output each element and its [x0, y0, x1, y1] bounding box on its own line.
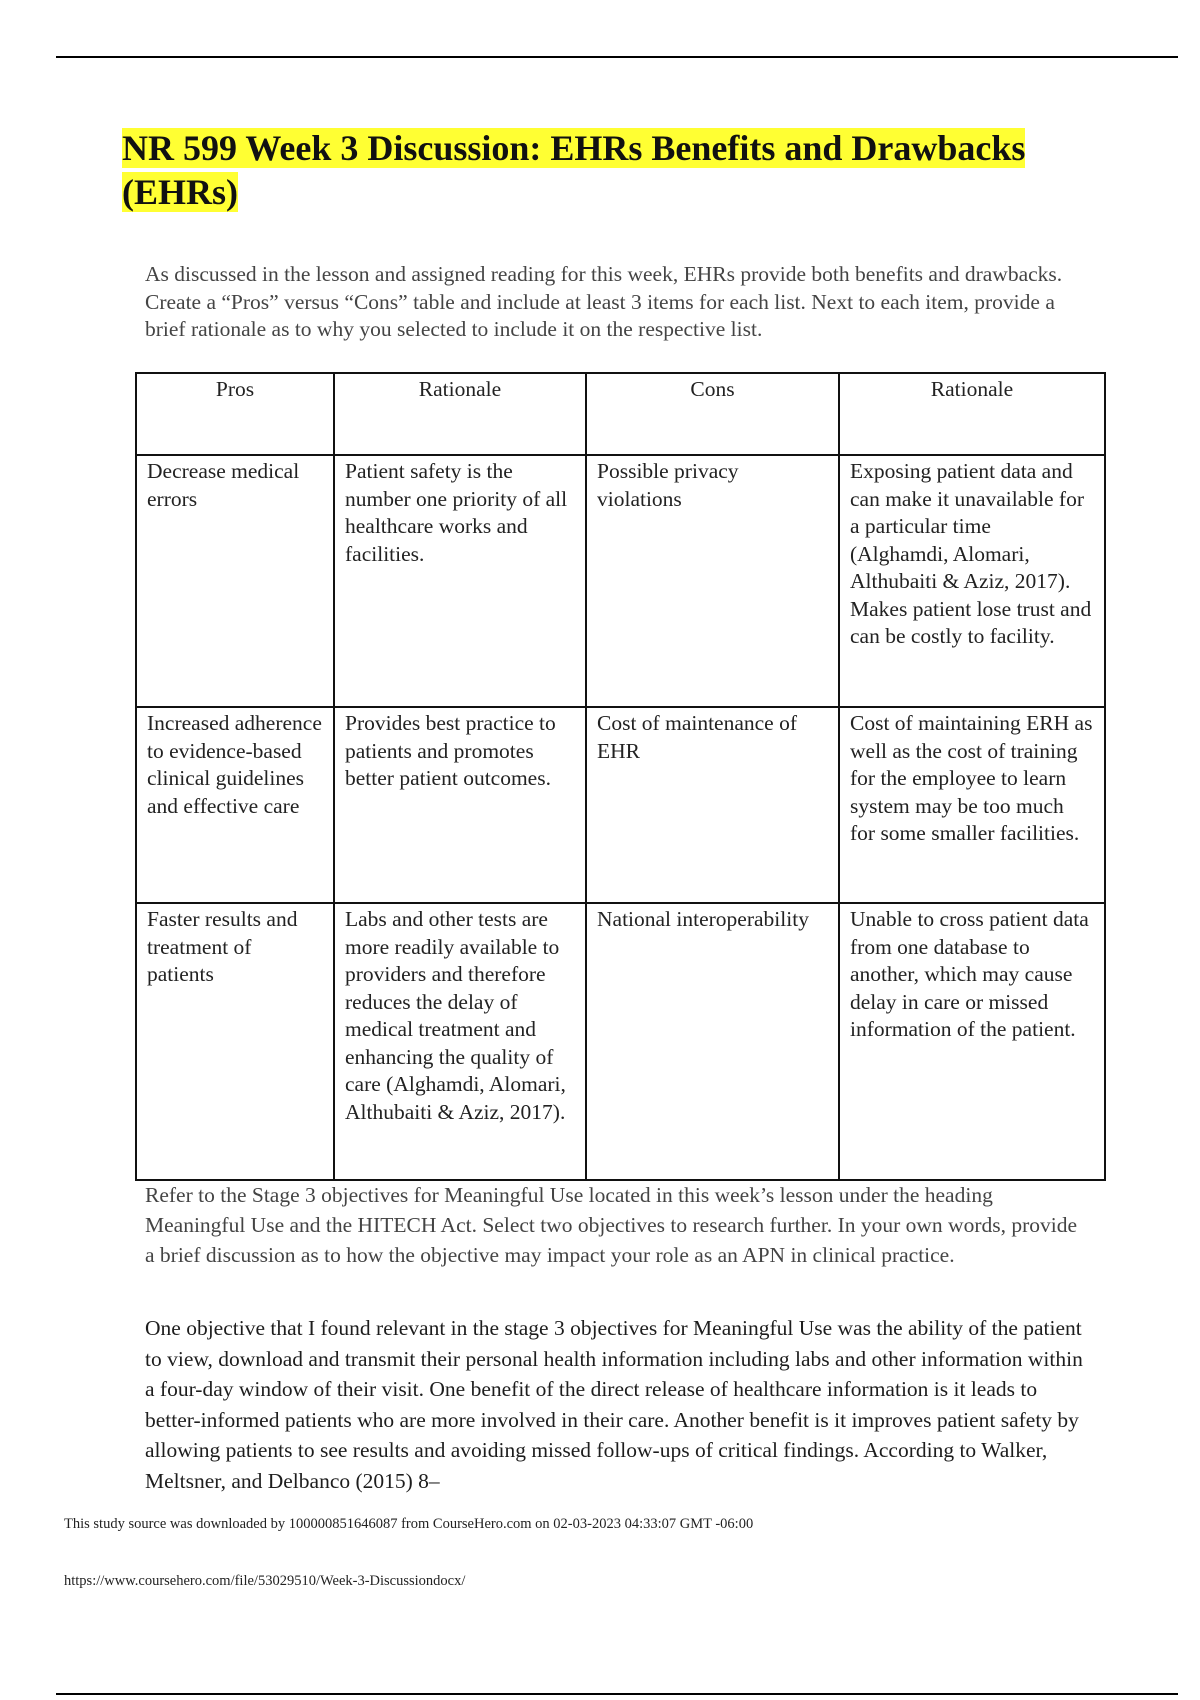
- pro-rationale-cell: Labs and other tests are more readily available to providers and therefore reduces the delay of medical treatment and enhancing the quality of care (Alghamdi, Alomari, Althubaiti & Aziz, 2017).: [334, 903, 586, 1180]
- header-pros: Pros: [136, 373, 334, 455]
- header-pros-rationale: Rationale: [334, 373, 586, 455]
- page-title: NR 599 Week 3 Discussion: EHRs Benefits and Drawbacks (EHRs): [122, 128, 1026, 212]
- top-rule: [56, 56, 1178, 58]
- con-rationale-cell: Unable to cross patient data from one database to another, which may cause delay in care or missed information of the patient.: [839, 903, 1105, 1180]
- pro-cell: Decrease medical errors: [136, 455, 334, 707]
- con-cell: Cost of maintenance of EHR: [586, 707, 839, 903]
- source-url[interactable]: https://www.coursehero.com/file/53029510/Week-3-Discussiondocx/: [64, 1573, 466, 1589]
- download-note: This study source was downloaded by 100000851646087 from CourseHero.com on 02-03-2023 04:33:07 GMT -06:00: [64, 1516, 754, 1532]
- meaningful-use-prompt: Refer to the Stage 3 objectives for Meaningful Use located in this week’s lesson under the heading Meaningful Use and the HITECH Act. Select two objectives to research further. In your own words, provide a brief discussion as to how the objective may impact your role as an APN in clinical practice.: [145, 1183, 1078, 1267]
- pro-cell: Faster results and treatment of patients: [136, 903, 334, 1180]
- con-rationale-cell: Exposing patient data and can make it unavailable for a particular time (Alghamdi, Alomari, Althubaiti & Aziz, 2017). Makes patient lose trust and can be costly to facility.: [839, 455, 1105, 707]
- pro-rationale-cell: Patient safety is the number one priority of all healthcare works and facilities.: [334, 455, 586, 707]
- bottom-rule: [56, 1693, 1178, 1695]
- intro-prompt: As discussed in the lesson and assigned reading for this week, EHRs provide both benefits and drawbacks. Create a “Pros” versus “Cons” table and include at least 3 items for each list. Next to each item, provide a brief rationale as to why you selected to include it on the respective list.: [145, 262, 1063, 341]
- header-cons: Cons: [586, 373, 839, 455]
- con-cell: Possible privacy violations: [586, 455, 839, 707]
- table-row: [136, 455, 1105, 707]
- pro-rationale-cell: Provides best practice to patients and promotes better patient outcomes.: [334, 707, 586, 903]
- table-row: [136, 707, 1105, 903]
- pro-cell: Increased adherence to evidence-based clinical guidelines and effective care: [136, 707, 334, 903]
- table-row: [136, 903, 1105, 1180]
- table-header-row: [136, 373, 1105, 455]
- discussion-answer: One objective that I found relevant in the stage 3 objectives for Meaningful Use was the ability of the patient to view, download and transmit their personal health information including labs and other information within a four-day window of their visit. One benefit of the direct release of healthcare information is it leads to better-informed patients who are more involved in their care. Another benefit is it improves patient safety by allowing patients to see results and avoiding missed follow-ups of critical findings. According to Walker, Meltsner, and Delbanco (2015) 8–: [145, 1316, 1083, 1493]
- header-cons-rationale: Rationale: [839, 373, 1105, 455]
- con-cell: National interoperability: [586, 903, 839, 1180]
- con-rationale-cell: Cost of maintaining ERH as well as the cost of training for the employee to learn system may be too much for some smaller facilities.: [839, 707, 1105, 903]
- pros-cons-table: [135, 372, 1106, 1181]
